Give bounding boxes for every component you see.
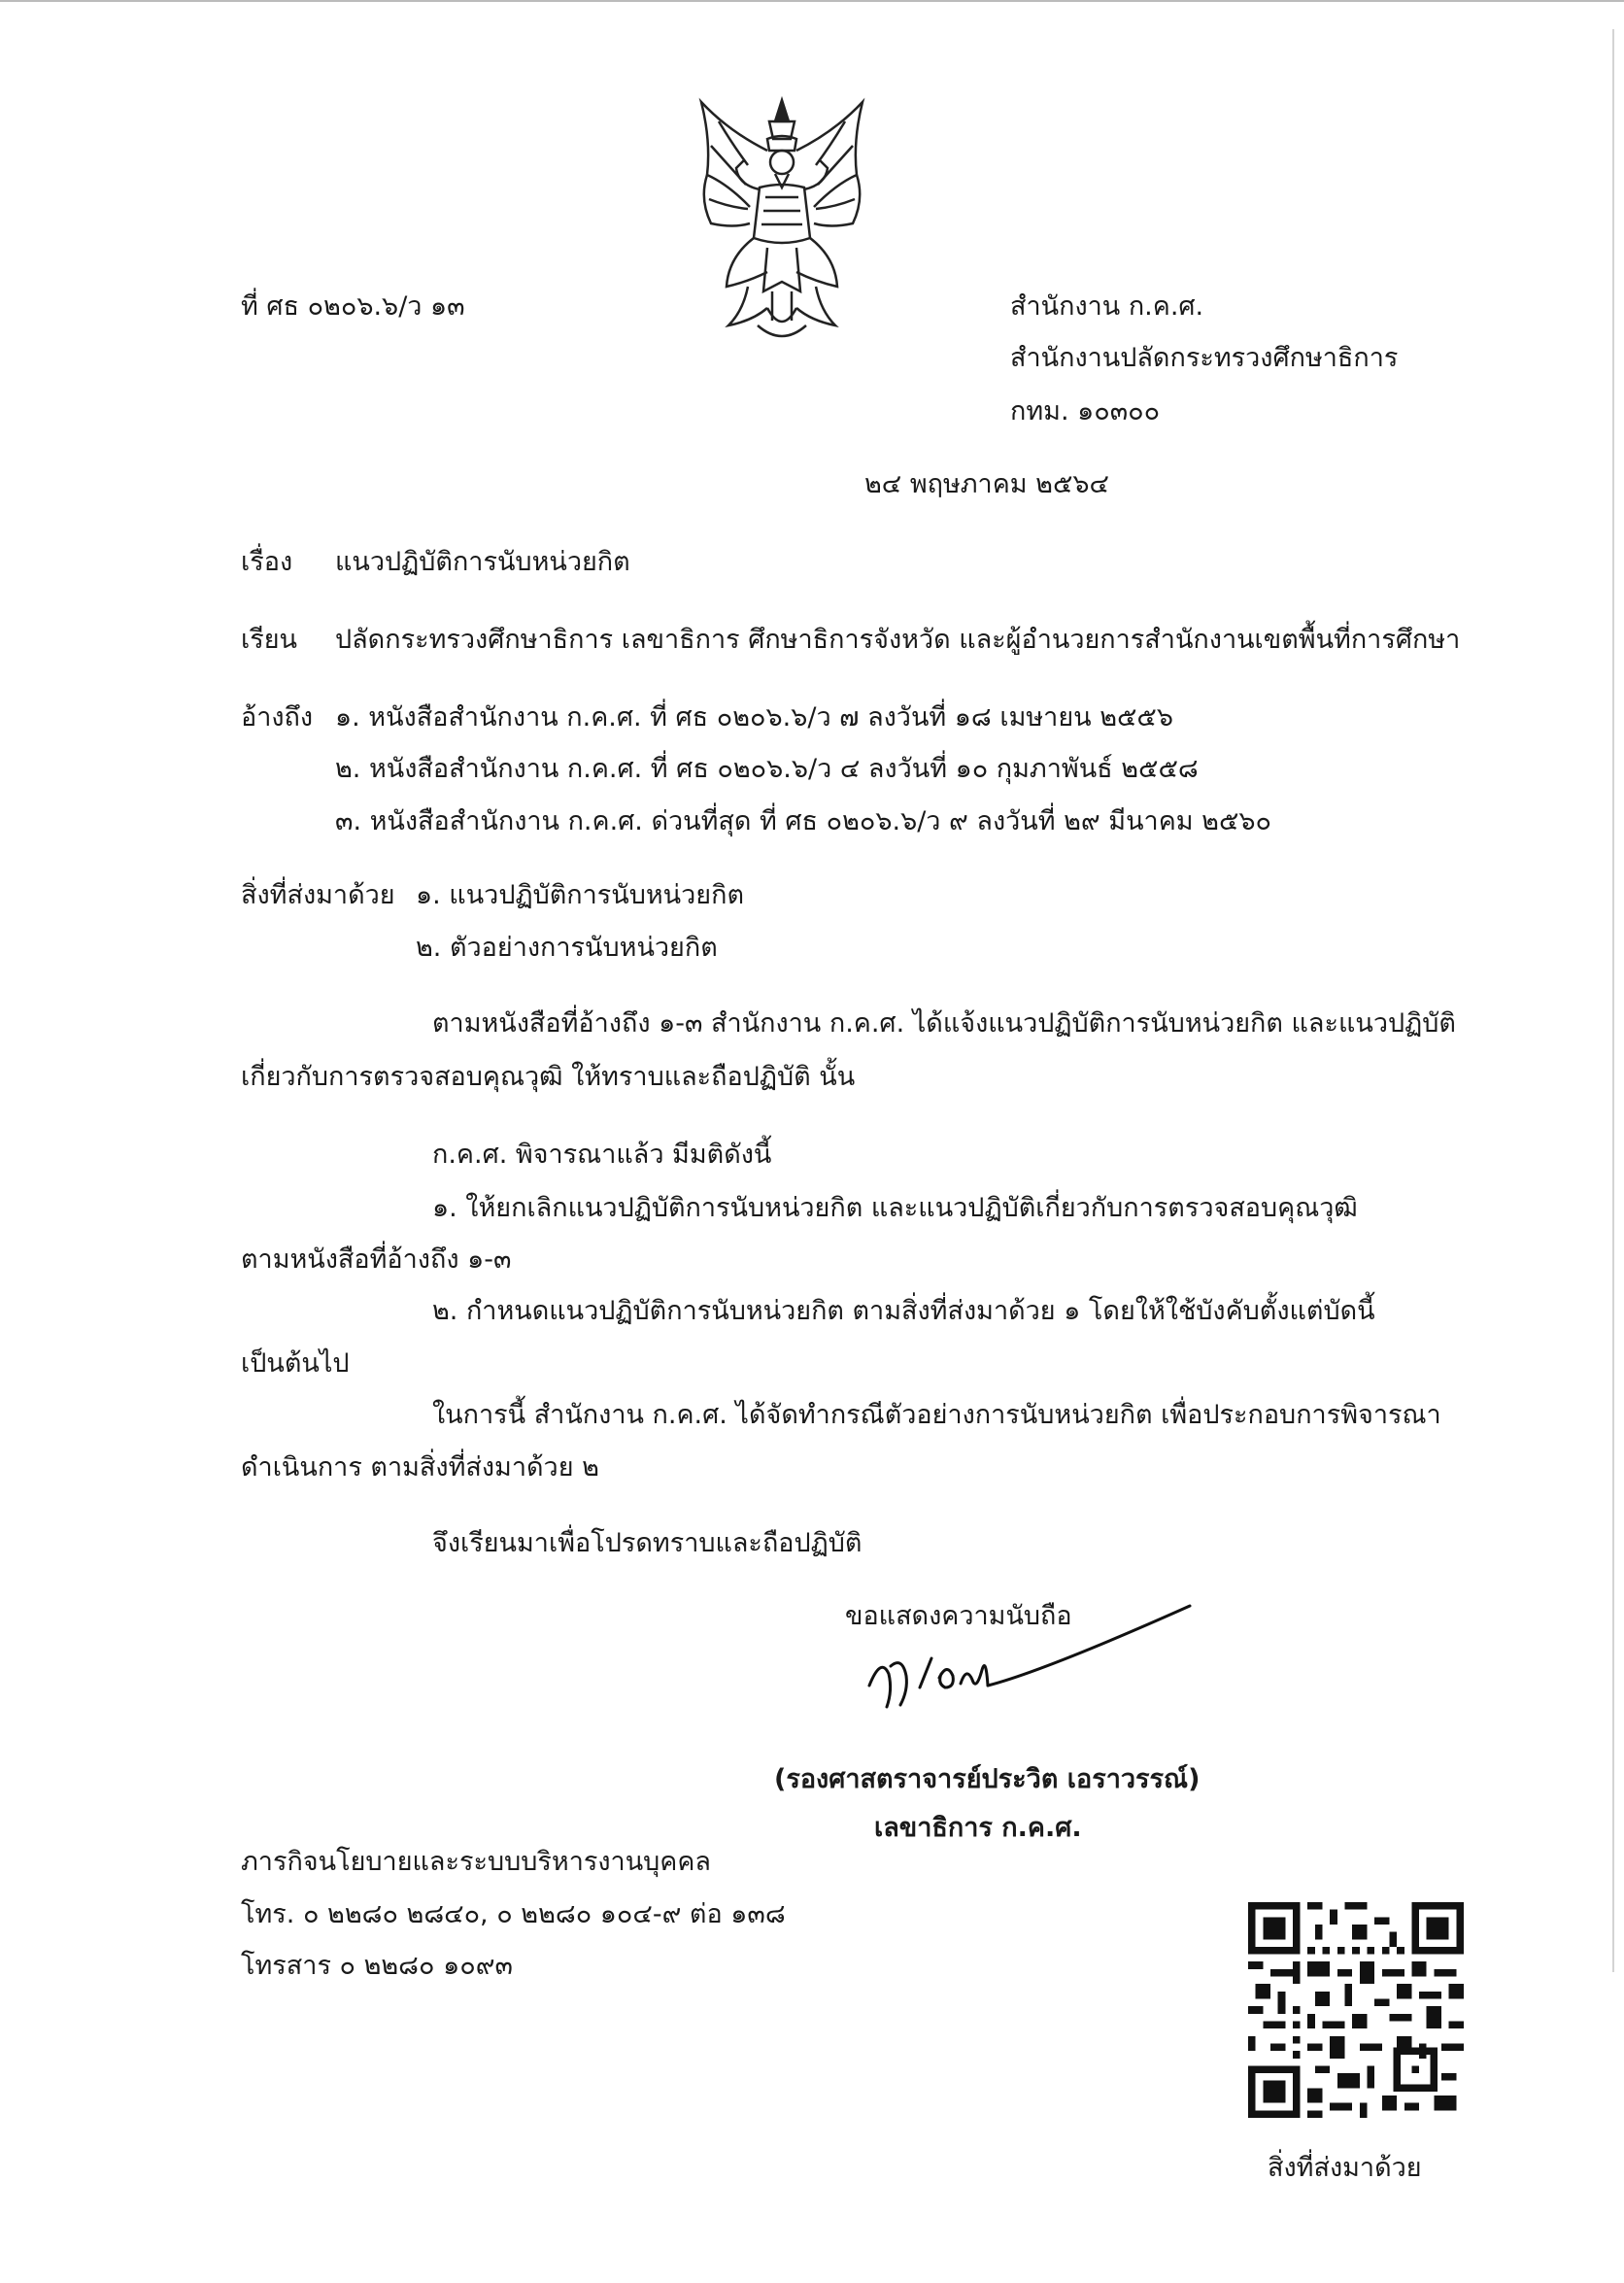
body-paragraph-4-line-2: เป็นต้นไป xyxy=(241,1348,350,1379)
body-paragraph-4-line-1: ๒. กำหนดแนวปฏิบัติการนับหน่วยกิต ตามสิ่งที่ส่งมาด้วย ๑ โดยให้ใช้บังคับตั้งแต่บัดนี้ xyxy=(432,1296,1375,1326)
enclosures-label: สิ่งที่ส่งมาด้วย xyxy=(241,880,395,910)
body-paragraph-5-line-1: ในการนี้ สำนักงาน ก.ค.ศ. ได้จัดทำกรณีตัวอย่างการนับหน่วยกิต เพื่อประกอบการพิจารณา xyxy=(432,1400,1441,1430)
subject-label: เรื่อง xyxy=(241,547,293,577)
scan-edge-right xyxy=(1612,29,1614,1972)
enclosure-item: ๒. ตัวอย่างการนับหน่วยกิต xyxy=(416,933,718,963)
reference-number: ที่ ศธ ๐๒๐๖.๖/ว ๑๓ xyxy=(241,291,465,322)
reference-item: ๒. หนังสือสำนักงาน ก.ค.ศ. ที่ ศธ ๐๒๐๖.๖/ว ๔ ลงวันที่ ๑๐ กุมภาพันธ์ ๒๕๕๘ xyxy=(335,754,1199,784)
body-paragraph-1-line-1: ตามหนังสือที่อ้างถึง ๑-๓ สำนักงาน ก.ค.ศ. ได้แจ้งแนวปฏิบัติการนับหน่วยกิต และแนวปฏิบัติ xyxy=(432,1008,1456,1039)
qr-caption: สิ่งที่ส่งมาด้วย xyxy=(1268,2153,1422,2183)
scan-edge-top xyxy=(0,0,1624,2)
enclosure-item: ๑. แนวปฏิบัติการนับหน่วยกิต xyxy=(416,880,744,910)
handwritten-signature xyxy=(860,1598,1200,1729)
body-paragraph-3-line-1: ๑. ให้ยกเลิกแนวปฏิบัติการนับหน่วยกิต และแนวปฏิบัติเกี่ยวกับการตรวจสอบคุณวุฒิ xyxy=(432,1193,1358,1223)
contact-department: ภารกิจนโยบายและระบบบริหารงานบุคคล xyxy=(241,1847,711,1877)
garuda-emblem xyxy=(690,92,874,350)
body-paragraph-3-line-2: ตามหนังสือที่อ้างถึง ๑-๓ xyxy=(241,1244,512,1275)
body-paragraph-1-line-2: เกี่ยวกับการตรวจสอบคุณวุฒิ ให้ทราบและถือปฏิบัติ นั้น xyxy=(241,1062,856,1092)
subject-text: แนวปฏิบัติการนับหน่วยกิต xyxy=(335,547,630,577)
office-postcode: กทม. ๑๐๓๐๐ xyxy=(1010,396,1161,426)
signatory-name: (รองศาสตราจารย์ประวิต เอราวรรณ์) xyxy=(774,1764,1201,1794)
reference-item: ๓. หนังสือสำนักงาน ก.ค.ศ. ด่วนที่สุด ที่ ศธ ๐๒๐๖.๖/ว ๙ ลงวันที่ ๒๙ มีนาคม ๒๕๖๐ xyxy=(335,806,1271,836)
salutation: ขอแสดงความนับถือ xyxy=(845,1601,1072,1631)
reference-item: ๑. หนังสือสำนักงาน ก.ค.ศ. ที่ ศธ ๐๒๐๖.๖/ว ๗ ลงวันที่ ๑๘ เมษายน ๒๕๕๖ xyxy=(335,702,1173,733)
references-label: อ้างถึง xyxy=(241,702,314,733)
closing-line: จึงเรียนมาเพื่อโปรดทราบและถือปฏิบัติ xyxy=(432,1528,863,1558)
to-text: ปลัดกระทรวงศึกษาธิการ เลขาธิการ ศึกษาธิการจังหวัด และผู้อำนวยการสำนักงานเขตพื้นที่การศึกษา xyxy=(335,625,1461,655)
signatory-position: เลขาธิการ ก.ค.ศ. xyxy=(874,1813,1082,1843)
body-paragraph-2: ก.ค.ศ. พิจารณาแล้ว มีมติดังนี้ xyxy=(432,1140,772,1170)
body-paragraph-5-line-2: ดำเนินการ ตามสิ่งที่ส่งมาด้วย ๒ xyxy=(241,1452,599,1482)
letter-date: ๒๔ พฤษภาคม ๒๕๖๔ xyxy=(864,469,1109,499)
to-label: เรียน xyxy=(241,625,298,655)
office-name: สำนักงาน ก.ค.ศ. xyxy=(1010,291,1204,322)
contact-phone: โทร. ๐ ๒๒๘๐ ๒๘๔๐, ๐ ๒๒๘๐ ๑๐๔-๙ ต่อ ๑๓๘ xyxy=(241,1899,786,1929)
contact-fax: โทรสาร ๐ ๒๒๘๐ ๑๐๙๓ xyxy=(241,1951,513,1981)
qr-code[interactable] xyxy=(1248,1902,1464,2118)
office-ministry: สำนักงานปลัดกระทรวงศึกษาธิการ xyxy=(1010,343,1399,373)
